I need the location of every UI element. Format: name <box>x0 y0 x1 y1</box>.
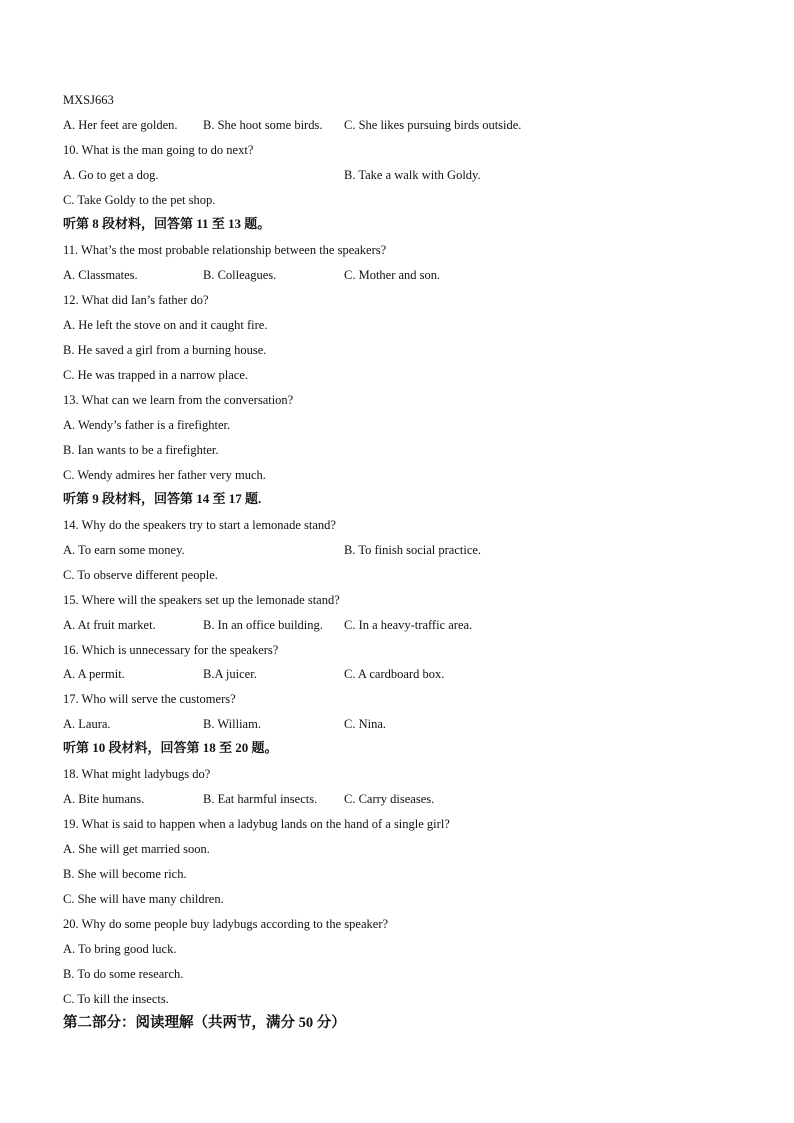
q13-option-b: B. Ian wants to be a firefighter. <box>63 443 219 457</box>
q11-question: 11. What’s the most probable relationship between the speakers? <box>63 243 387 257</box>
q20-option-a: A. To bring good luck. <box>63 942 177 956</box>
q18-question: 18. What might ladybugs do? <box>63 767 211 781</box>
q18-option-a: A. Bite humans. <box>63 792 145 806</box>
q10-option-b: B. Take a walk with Goldy. <box>344 168 481 182</box>
q19-question: 19. What is said to happen when a ladybug lands on the hand of a single girl? <box>63 817 450 831</box>
q10-question: 10. What is the man going to do next? <box>63 143 254 157</box>
q16-question: 16. Which is unnecessary for the speakers? <box>63 643 279 657</box>
q9-option-a: A. Her feet are golden. <box>63 118 178 132</box>
q14-option-a: A. To earn some money. <box>63 543 185 557</box>
part-2-heading: 第二部分：阅读理解（共两节，满分 50 分） <box>63 1015 346 1031</box>
q14-option-c: C. To observe different people. <box>63 568 218 582</box>
q15-option-c: C. In a heavy-traffic area. <box>344 618 473 632</box>
q13-option-a: A. Wendy’s father is a firefighter. <box>63 418 231 432</box>
q17-option-a: A. Laura. <box>63 717 111 731</box>
q12-option-a: A. He left the stove on and it caught fire. <box>63 318 268 332</box>
q9-option-c: C. She likes pursuing birds outside. <box>344 118 522 132</box>
q18-option-c: C. Carry diseases. <box>344 792 435 806</box>
q10-option-c: C. Take Goldy to the pet shop. <box>63 193 216 207</box>
q13-question: 13. What can we learn from the conversation? <box>63 393 294 407</box>
q9-option-b: B. She hoot some birds. <box>203 118 323 132</box>
q13-option-c: C. Wendy admires her father very much. <box>63 468 266 482</box>
q14-option-b: B. To finish social practice. <box>344 543 482 557</box>
section-8-heading: 听第 8 段材料，回答第 11 至 13 题。 <box>63 216 271 231</box>
q14-question: 14. Why do the speakers try to start a lemonade stand? <box>63 518 336 532</box>
q11-option-b: B. Colleagues. <box>203 268 277 282</box>
q20-question: 20. Why do some people buy ladybugs according to the speaker? <box>63 917 389 931</box>
q10-option-a: A. Go to get a dog. <box>63 168 159 182</box>
q20-option-b: B. To do some research. <box>63 967 184 981</box>
section-10-heading: 听第 10 段材料，回答第 18 至 20 题。 <box>63 740 278 755</box>
q19-option-c: C. She will have many children. <box>63 892 224 906</box>
q17-question: 17. Who will serve the customers? <box>63 692 236 706</box>
document-code: MXSJ663 <box>63 93 114 107</box>
section-9-heading: 听第 9 段材料，回答第 14 至 17 题. <box>63 491 262 506</box>
q15-option-b: B. In an office building. <box>203 618 323 632</box>
q18-option-b: B. Eat harmful insects. <box>203 792 318 806</box>
q12-question: 12. What did Ian’s father do? <box>63 293 209 307</box>
q15-question: 15. Where will the speakers set up the lemonade stand? <box>63 593 340 607</box>
q16-option-b: B.A juicer. <box>203 667 257 681</box>
q19-option-a: A. She will get married soon. <box>63 842 210 856</box>
q15-option-a: A. At fruit market. <box>63 618 156 632</box>
q16-option-a: A. A permit. <box>63 667 125 681</box>
q17-option-b: B. William. <box>203 717 261 731</box>
q17-option-c: C. Nina. <box>344 717 387 731</box>
q12-option-b: B. He saved a girl from a burning house. <box>63 343 267 357</box>
q11-option-a: A. Classmates. <box>63 268 138 282</box>
q11-option-c: C. Mother and son. <box>344 268 441 282</box>
q12-option-c: C. He was trapped in a narrow place. <box>63 368 248 382</box>
q16-option-c: C. A cardboard box. <box>344 667 445 681</box>
q19-option-b: B. She will become rich. <box>63 867 187 881</box>
q20-option-c: C. To kill the insects. <box>63 992 169 1006</box>
